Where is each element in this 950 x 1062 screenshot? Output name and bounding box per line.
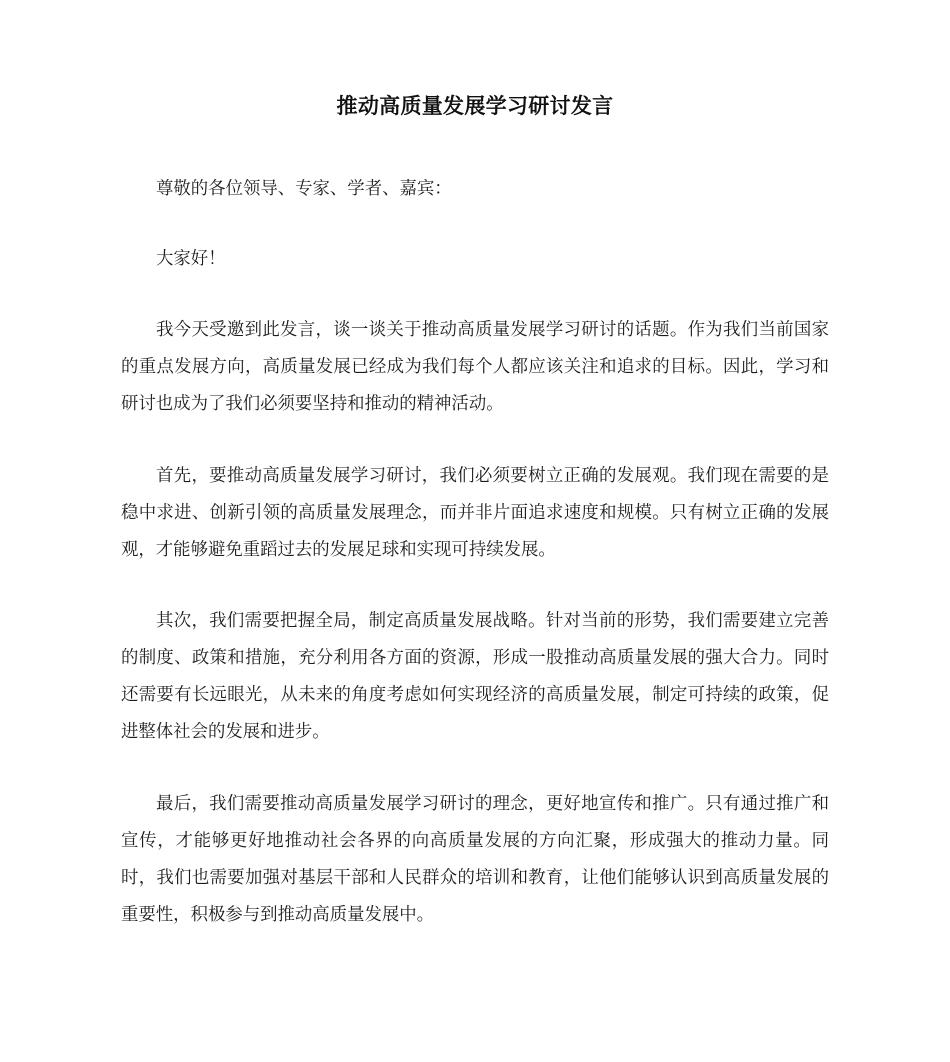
document-title: 推动高质量发展学习研讨发言: [336, 94, 614, 118]
body-paragraph-intro: 我今天受邀到此发言，谈一谈关于推动高质量发展学习研讨的话题。作为我们当前国家的重点发展方向，高质量发展已经成为我们每个人都应该关注和追求的目标。因此，学习和研讨也成为了我们必须要坚持和推动的精神活动。: [121, 320, 829, 414]
body-paragraph-second: 其次，我们需要把握全局，制定高质量发展战略。针对当前的形势，我们需要建立完善的制度、政策和措施，充分利用各方面的资源，形成一股推动高质量发展的强大合力。同时还需要有长远眼光，从未来的角度考虑如何实现经济的高质量发展，制定可持续的政策，促进整体社会的发展和进步。: [121, 611, 829, 742]
body-paragraph-first: 首先，要推动高质量发展学习研讨，我们必须要树立正确的发展观。我们现在需要的是稳中求进、创新引领的高质量发展理念，而并非片面追求速度和规模。只有树立正确的发展观，才能够避免重蹈过去的发展足球和实现可持续发展。: [121, 466, 829, 560]
greeting: 大家好！: [156, 249, 226, 269]
salutation: 尊敬的各位领导、专家、学者、嘉宾：: [156, 179, 452, 199]
body-paragraph-last: 最后，我们需要推动高质量发展学习研讨的理念，更好地宣传和推广。只有通过推广和宣传，才能够更好地推动社会各界的向高质量发展的方向汇聚，形成强大的推动力量。同时，我们也需要加强对基层干部和人民群众的培训和教育，让他们能够认识到高质量发展的重要性，积极参与到推动高质量发展中。: [121, 794, 829, 925]
